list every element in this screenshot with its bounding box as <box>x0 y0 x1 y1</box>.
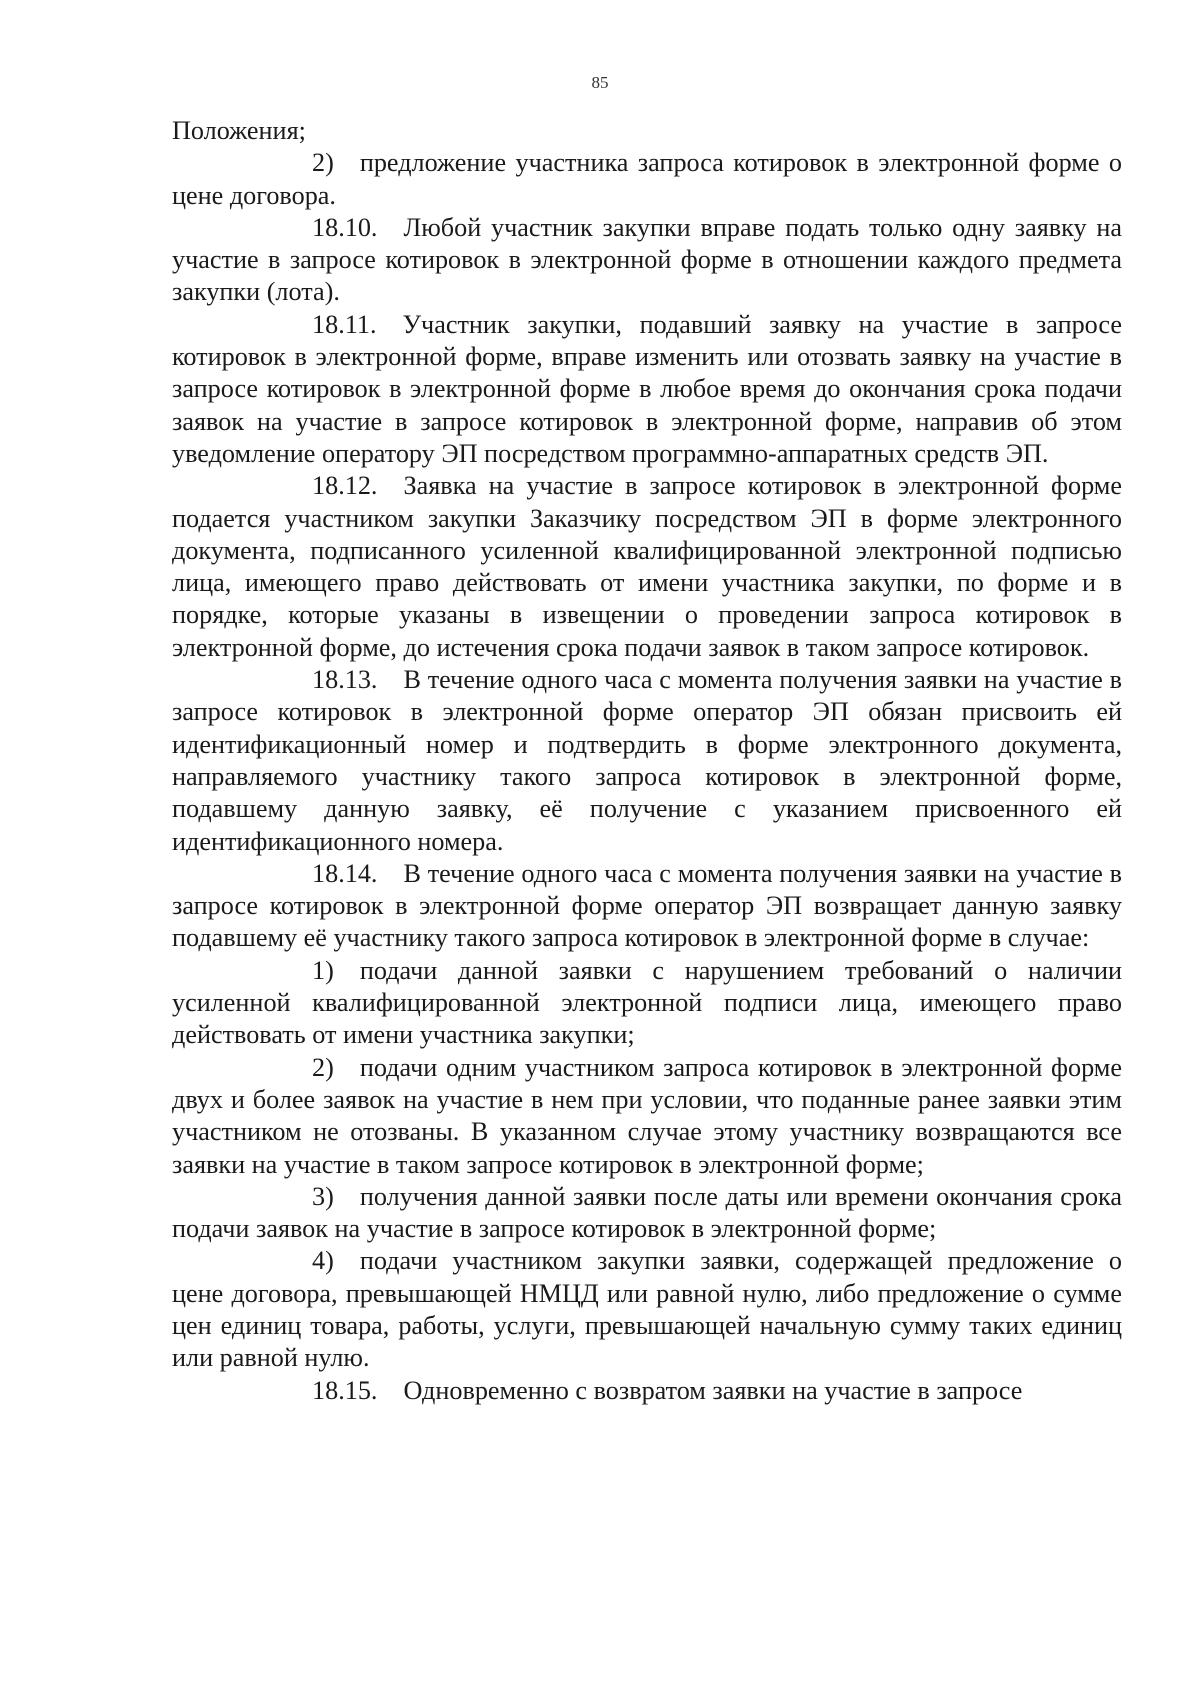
paragraph: 4) подачи участником закупки заявки, содержащей предложение о цене договора, превышающей НМЦД или равной нулю, либо предложение о сумме цен единиц товара, работы, услуги, превышающей начальную сумму таких единиц или равной нулю. <box>172 1246 1122 1373</box>
clause-number: 18.13. <box>312 665 378 695</box>
paragraph: 18.10. Любой участник закупки вправе подать только одну заявку на участие в запросе котировок в электронной форме в отношении каждого предмета закупки (лота). <box>172 212 1122 307</box>
item-number: 4) <box>312 1246 334 1276</box>
clause-number: 18.12. <box>312 471 378 501</box>
paragraph: 3) получения данной заявки после даты или времени окончания срока подачи заявок на участие в запросе котировок в электронной форме; <box>172 1181 1122 1244</box>
clause-number: 18.10. <box>312 212 378 242</box>
item-number: 2) <box>312 148 334 178</box>
paragraph: 18.14. В течение одного часа с момента получения заявки на участие в запросе котировок в электронной форме оператор ЭП возвращает данную заявку подавшему её участнику такого запроса котировок в электронной форме в случае: <box>172 858 1122 953</box>
item-number: 1) <box>312 955 334 985</box>
paragraph: 2) предложение участника запроса котировок в электронной форме о цене договора. <box>172 148 1122 210</box>
paragraph: 2) подачи одним участником запроса котировок в электронной форме двух и более заявок на участие в нем при условии, что поданные ранее заявки этим участником не отозваны. В указанном случае этому участнику возвращаются все заявки на участие в таком запросе котировок в электронной форме; <box>172 1052 1122 1179</box>
paragraph: 18.15. Одновременно с возвратом заявки на участие в запросе <box>172 1375 1122 1407</box>
paragraph: 18.13. В течение одного часа с момента получения заявки на участие в запросе котировок в электронной форме оператор ЭП обязан присвоить ей идентификационный номер и подтвердить в форме электронного документа, направляемого участнику такого запроса котировок в электронной форме, подавшему данную заявку, её получение с указанием присвоенного ей идентификационного номера. <box>172 665 1122 856</box>
paragraph: 18.12. Заявка на участие в запросе котировок в электронной форме подается участником закупки Заказчику посредством ЭП в форме электронного документа, подписанного усиленной квалифицированной электронной подписью лица, имеющего право действовать от имени участника закупки, по форме и в порядке, которые указаны в извещении о проведении запроса котировок в электронной форме, до истечения срока подачи заявок в таком запросе котировок. <box>172 471 1122 662</box>
item-number: 2) <box>312 1052 334 1082</box>
document-body <box>172 115 1122 1407</box>
paragraph: 1) подачи данной заявки с нарушением требований о наличии усиленной квалифицированной электронной подписи лица, имеющего право действовать от имени участника закупки; <box>172 955 1122 1050</box>
page-number: 85 <box>591 73 609 92</box>
paragraph: Положения; <box>172 116 306 145</box>
clause-number: 18.15. <box>312 1375 378 1405</box>
paragraph: 18.11. Участник закупки, подавший заявку на участие в запросе котировок в электронной форме, вправе изменить или отозвать заявку на участие в запросе котировок в электронной форме в любое время до окончания срока подачи заявок на участие в запросе котировок в электронной форме, направив об этом уведомление оператору ЭП посредством программно-аппаратных средств ЭП. <box>172 309 1122 468</box>
clause-number: 18.11. <box>312 309 377 339</box>
clause-number: 18.14. <box>312 858 378 888</box>
item-number: 3) <box>312 1181 334 1211</box>
